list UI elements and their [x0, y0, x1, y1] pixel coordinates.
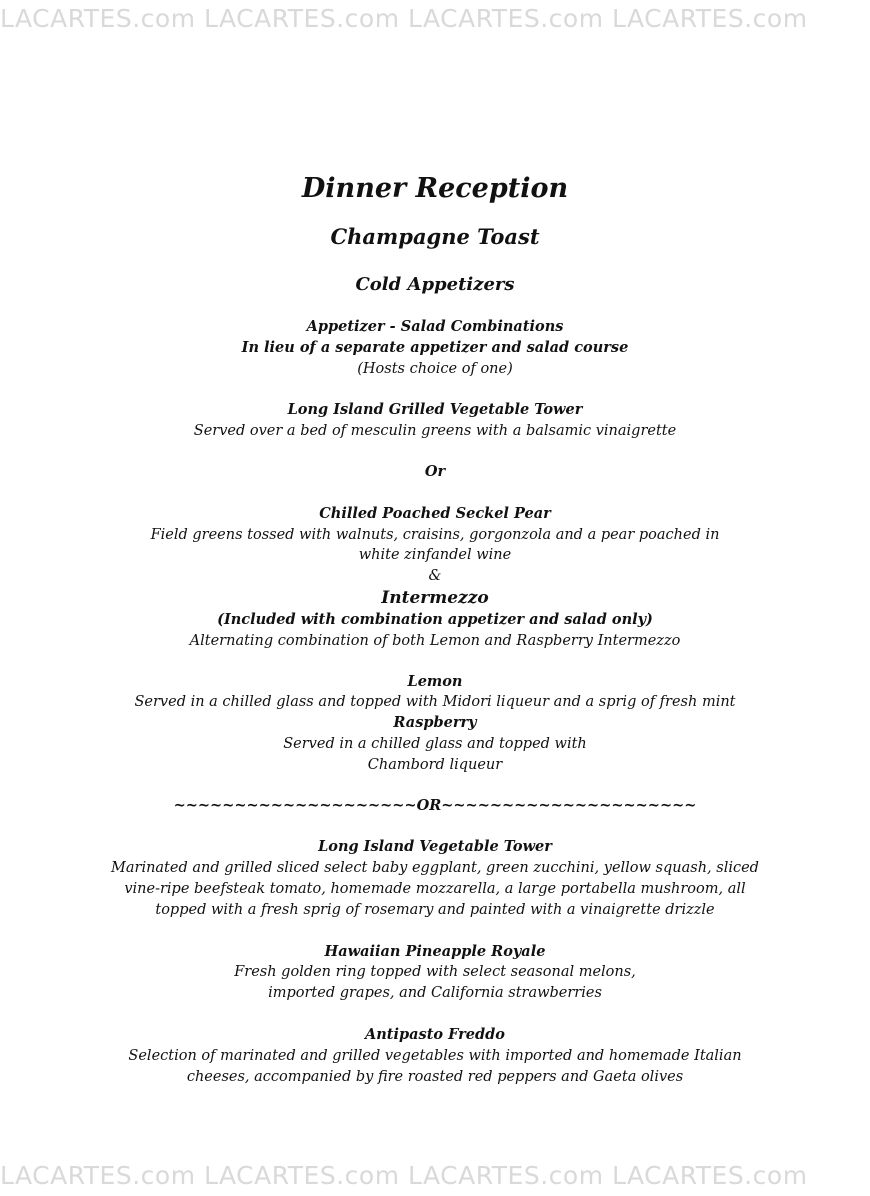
combo-block	[0, 317, 870, 379]
toast-heading: Champagne Toast	[330, 224, 540, 249]
item-description-line: cheeses, accompanied by fire roasted red peppers and Gaeta olives	[186, 1068, 684, 1085]
combo-subheading: In lieu of a separate appetizer and salad course	[241, 338, 629, 356]
item-description-line: Selection of marinated and grilled vegetables with imported and homemade Italian	[128, 1047, 742, 1064]
item-description-line: imported grapes, and California strawberries	[268, 985, 602, 1002]
item-name: Long Island Grilled Vegetable Tower	[287, 401, 583, 419]
intermezzo-description: Alternating combination of both Lemon and Raspberry Intermezzo	[189, 632, 681, 649]
combo-heading: Appetizer - Salad Combinations	[306, 318, 564, 335]
item-description-line: vine-ripe beefsteak tomato, homemade mozzarella, a large portabella mushroom, all	[124, 880, 746, 897]
lemon-raspberry-block	[0, 672, 870, 776]
item-description: Served over a bed of mesculin greens with a balsamic vinaigrette	[193, 423, 677, 440]
section-heading: Cold Appetizers	[355, 274, 515, 295]
menu-content	[0, 170, 870, 1087]
grilled-tower-item	[0, 400, 870, 442]
or-separator: Or	[424, 462, 446, 480]
item-description: Field greens tossed with walnuts, craisins, gorgonzola and a pear poached in white zinfandel wine	[150, 526, 720, 564]
lemon-name: Lemon	[407, 672, 463, 690]
item-name: Chilled Poached Seckel Pear	[319, 504, 551, 522]
item-description-line: Marinated and grilled sliced select baby eggplant, green zucchini, yellow squash, sliced	[111, 860, 759, 877]
item-name: Hawaiian Pineapple Royale	[324, 942, 546, 960]
raspberry-name: Raspberry	[393, 714, 477, 732]
veg-tower-item	[0, 837, 870, 920]
raspberry-description-line: Served in a chilled glass and topped with	[283, 735, 587, 752]
intermezzo-note: (Included with combination appetizer and salad only)	[217, 610, 653, 628]
page-title: Dinner Reception	[301, 173, 569, 204]
item-name: Long Island Vegetable Tower	[318, 838, 552, 856]
raspberry-description-line: Chambord liqueur	[367, 756, 503, 773]
item-description-line: topped with a fresh sprig of rosemary and painted with a vinaigrette drizzle	[155, 901, 715, 918]
item-description-line: Fresh golden ring topped with select seasonal melons,	[234, 964, 636, 981]
watermark-bottom: LACARTES.com LACARTES.com LACARTES.com LACARTES.com	[0, 1161, 808, 1190]
combo-note: (Hosts choice of one)	[357, 360, 513, 377]
pear-item	[0, 504, 870, 652]
lemon-description: Served in a chilled glass and topped with Midori liqueur and a sprig of fresh mint	[134, 694, 736, 711]
pineapple-item	[0, 942, 870, 1004]
or-divider: ~~~~~~~~~~~~~~~~~~~~OR~~~~~~~~~~~~~~~~~~~~~	[173, 796, 697, 814]
ampersand: &	[428, 568, 442, 585]
intermezzo-heading: Intermezzo	[381, 587, 489, 608]
antipasto-item	[0, 1025, 870, 1087]
watermark-top: LACARTES.com LACARTES.com LACARTES.com LACARTES.com	[0, 4, 808, 33]
item-name: Antipasto Freddo	[365, 1025, 505, 1043]
